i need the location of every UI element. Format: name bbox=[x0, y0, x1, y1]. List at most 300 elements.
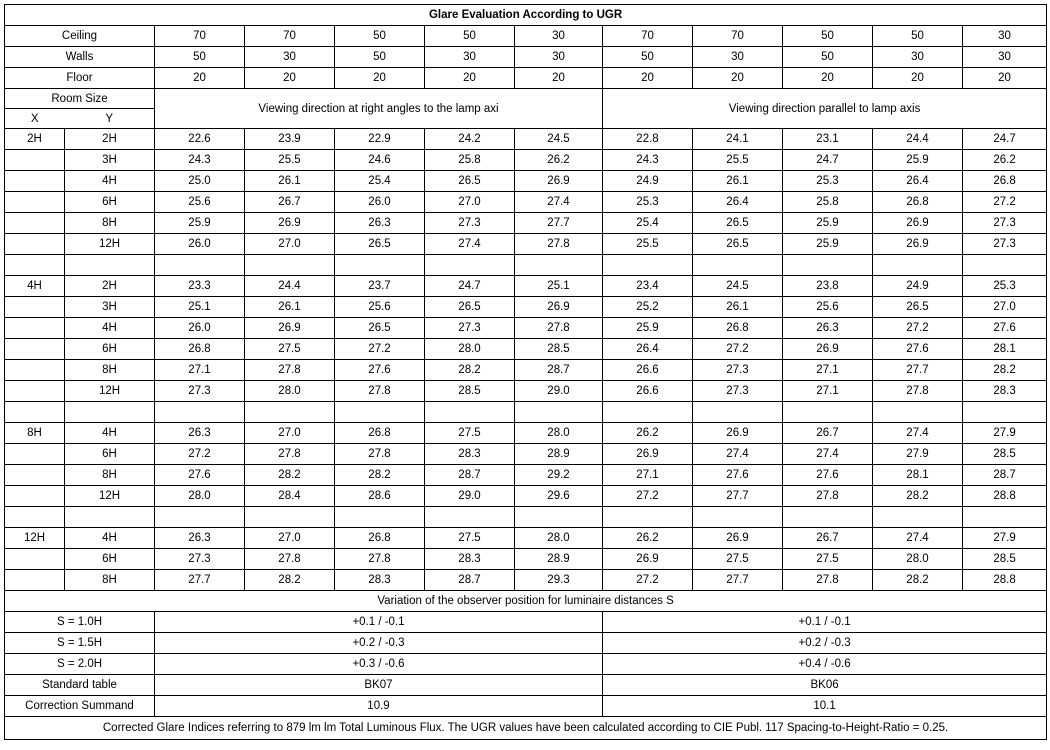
ugr-value: 27.0 bbox=[245, 528, 335, 549]
ugr-value: 26.5 bbox=[693, 234, 783, 255]
y-value: 12H bbox=[65, 234, 155, 255]
ugr-value: 27.0 bbox=[963, 297, 1047, 318]
ugr-value: 28.6 bbox=[335, 486, 425, 507]
ugr-value: 27.7 bbox=[515, 213, 603, 234]
ugr-value: 27.8 bbox=[515, 318, 603, 339]
group-spacer bbox=[5, 507, 1047, 528]
ugr-value: 28.0 bbox=[515, 528, 603, 549]
variation-header-row bbox=[5, 591, 1047, 612]
ugr-value: 23.1 bbox=[783, 129, 873, 150]
reflectance-row-floor bbox=[5, 68, 1047, 89]
ugr-value: 27.0 bbox=[245, 234, 335, 255]
ugr-value: 26.8 bbox=[963, 171, 1047, 192]
ceiling-value: 30 bbox=[963, 26, 1047, 47]
ugr-value: 27.8 bbox=[335, 549, 425, 570]
ugr-value: 27.1 bbox=[783, 381, 873, 402]
ugr-value: 27.3 bbox=[693, 381, 783, 402]
data-row bbox=[5, 234, 1047, 255]
ugr-value: 26.8 bbox=[335, 528, 425, 549]
data-row bbox=[5, 444, 1047, 465]
walls-value: 50 bbox=[155, 47, 245, 68]
ugr-value: 26.3 bbox=[155, 423, 245, 444]
x-value: 4H bbox=[5, 276, 65, 297]
ugr-value: 25.3 bbox=[603, 192, 693, 213]
ugr-value: 28.7 bbox=[515, 360, 603, 381]
x-value: 2H bbox=[5, 129, 65, 150]
ugr-value: 26.8 bbox=[693, 318, 783, 339]
ugr-value: 24.2 bbox=[425, 129, 515, 150]
ugr-value: 26.2 bbox=[603, 528, 693, 549]
correction-summand-left: 10.9 bbox=[155, 696, 603, 717]
ugr-value: 27.3 bbox=[963, 234, 1047, 255]
data-row bbox=[5, 129, 1047, 150]
floor-value: 20 bbox=[245, 68, 335, 89]
ugr-value: 22.9 bbox=[335, 129, 425, 150]
footer-note: Corrected Glare Indices referring to 879 lm lm Total Luminous Flux. The UGR values have been calculated according to CIE Publ. 117 Spacing-to-Height-Ratio = 0.25. bbox=[5, 717, 1047, 740]
ugr-value: 23.8 bbox=[783, 276, 873, 297]
variation-right-value: +0.1 / -0.1 bbox=[603, 612, 1047, 633]
variation-row bbox=[5, 654, 1047, 675]
ugr-value: 23.4 bbox=[603, 276, 693, 297]
ugr-value: 24.7 bbox=[783, 150, 873, 171]
ugr-value: 26.0 bbox=[155, 318, 245, 339]
ugr-value: 28.3 bbox=[425, 549, 515, 570]
ugr-value: 28.8 bbox=[963, 486, 1047, 507]
data-row bbox=[5, 423, 1047, 444]
ugr-value: 27.1 bbox=[603, 465, 693, 486]
ugr-value: 27.5 bbox=[245, 339, 335, 360]
ugr-value: 27.6 bbox=[963, 318, 1047, 339]
ugr-value: 28.2 bbox=[873, 486, 963, 507]
ugr-value: 26.9 bbox=[783, 339, 873, 360]
page-title: Glare Evaluation According to UGR bbox=[5, 5, 1047, 26]
ugr-value: 28.0 bbox=[515, 423, 603, 444]
y-value: 8H bbox=[65, 570, 155, 591]
ugr-value: 29.0 bbox=[425, 486, 515, 507]
ugr-value: 28.7 bbox=[963, 465, 1047, 486]
ugr-value: 27.4 bbox=[425, 234, 515, 255]
ugr-value: 25.0 bbox=[155, 171, 245, 192]
data-row bbox=[5, 150, 1047, 171]
ugr-value: 27.5 bbox=[693, 549, 783, 570]
ugr-value: 28.2 bbox=[335, 465, 425, 486]
data-row bbox=[5, 381, 1047, 402]
ugr-value: 27.9 bbox=[963, 528, 1047, 549]
ugr-value: 26.2 bbox=[515, 150, 603, 171]
data-row bbox=[5, 213, 1047, 234]
ugr-value: 26.4 bbox=[603, 339, 693, 360]
ugr-value: 27.9 bbox=[873, 444, 963, 465]
y-value: 3H bbox=[65, 150, 155, 171]
row-label-walls: Walls bbox=[5, 47, 155, 68]
ugr-value: 26.0 bbox=[335, 192, 425, 213]
ugr-value: 26.9 bbox=[515, 171, 603, 192]
ugr-value: 28.2 bbox=[425, 360, 515, 381]
title-row bbox=[5, 5, 1047, 26]
floor-value: 20 bbox=[783, 68, 873, 89]
data-row bbox=[5, 297, 1047, 318]
ugr-value: 26.1 bbox=[245, 297, 335, 318]
ugr-value: 28.3 bbox=[425, 444, 515, 465]
group-spacer bbox=[5, 255, 1047, 276]
y-value: 4H bbox=[65, 171, 155, 192]
y-value: 8H bbox=[65, 465, 155, 486]
ugr-value: 25.2 bbox=[603, 297, 693, 318]
ugr-value: 25.1 bbox=[155, 297, 245, 318]
ugr-value: 27.3 bbox=[155, 381, 245, 402]
data-row bbox=[5, 528, 1047, 549]
standard-table-right: BK06 bbox=[603, 675, 1047, 696]
ugr-value: 24.7 bbox=[425, 276, 515, 297]
y-value: 6H bbox=[65, 444, 155, 465]
ugr-value: 26.3 bbox=[335, 213, 425, 234]
ugr-value: 24.3 bbox=[603, 150, 693, 171]
y-value: 2H bbox=[65, 276, 155, 297]
row-label-ceiling: Ceiling bbox=[5, 26, 155, 47]
ugr-value: 26.9 bbox=[693, 528, 783, 549]
ugr-value: 24.5 bbox=[693, 276, 783, 297]
ugr-value: 24.3 bbox=[155, 150, 245, 171]
ugr-value: 28.0 bbox=[873, 549, 963, 570]
ceiling-value: 50 bbox=[783, 26, 873, 47]
ugr-value: 25.5 bbox=[693, 150, 783, 171]
group-spacer bbox=[5, 402, 1047, 423]
floor-value: 20 bbox=[335, 68, 425, 89]
y-value: 6H bbox=[65, 549, 155, 570]
ugr-value: 26.5 bbox=[335, 234, 425, 255]
ugr-value: 25.6 bbox=[155, 192, 245, 213]
ugr-value: 22.6 bbox=[155, 129, 245, 150]
ugr-value: 26.9 bbox=[603, 549, 693, 570]
ugr-value: 27.3 bbox=[425, 213, 515, 234]
reflectance-row-walls bbox=[5, 47, 1047, 68]
walls-value: 30 bbox=[515, 47, 603, 68]
ugr-value: 26.3 bbox=[783, 318, 873, 339]
ugr-value: 26.5 bbox=[335, 318, 425, 339]
ugr-value: 27.8 bbox=[245, 444, 335, 465]
ugr-value: 27.8 bbox=[783, 486, 873, 507]
ugr-value: 27.2 bbox=[603, 486, 693, 507]
ugr-value: 26.7 bbox=[245, 192, 335, 213]
ugr-value: 27.2 bbox=[155, 444, 245, 465]
standard-table-label: Standard table bbox=[5, 675, 155, 696]
ugr-value: 29.3 bbox=[515, 570, 603, 591]
y-header: Y bbox=[65, 109, 155, 129]
ugr-value: 29.2 bbox=[515, 465, 603, 486]
ugr-value: 28.7 bbox=[425, 465, 515, 486]
ugr-value: 28.4 bbox=[245, 486, 335, 507]
ugr-value: 26.9 bbox=[873, 213, 963, 234]
floor-value: 20 bbox=[963, 68, 1047, 89]
correction-summand-right: 10.1 bbox=[603, 696, 1047, 717]
ceiling-value: 50 bbox=[425, 26, 515, 47]
ugr-value: 26.5 bbox=[425, 297, 515, 318]
ugr-value: 27.8 bbox=[245, 549, 335, 570]
ugr-value: 28.9 bbox=[515, 444, 603, 465]
walls-value: 30 bbox=[693, 47, 783, 68]
ugr-value: 27.0 bbox=[245, 423, 335, 444]
y-value: 6H bbox=[65, 339, 155, 360]
ugr-value: 28.9 bbox=[515, 549, 603, 570]
ugr-value: 27.7 bbox=[693, 570, 783, 591]
ugr-value: 26.9 bbox=[873, 234, 963, 255]
ugr-value: 25.6 bbox=[335, 297, 425, 318]
data-row bbox=[5, 339, 1047, 360]
ugr-value: 25.9 bbox=[155, 213, 245, 234]
ugr-value: 25.6 bbox=[783, 297, 873, 318]
ugr-value: 26.8 bbox=[155, 339, 245, 360]
ugr-value: 28.0 bbox=[155, 486, 245, 507]
variation-label: S = 2.0H bbox=[5, 654, 155, 675]
data-row bbox=[5, 192, 1047, 213]
correction-summand-label: Correction Summand bbox=[5, 696, 155, 717]
ugr-value: 27.2 bbox=[603, 570, 693, 591]
footer-row bbox=[5, 717, 1047, 740]
ugr-table bbox=[4, 4, 1047, 740]
ugr-value: 28.5 bbox=[963, 444, 1047, 465]
ugr-value: 25.4 bbox=[603, 213, 693, 234]
ugr-value: 27.4 bbox=[783, 444, 873, 465]
variation-right-value: +0.2 / -0.3 bbox=[603, 633, 1047, 654]
ugr-value: 25.3 bbox=[783, 171, 873, 192]
ugr-value: 24.4 bbox=[245, 276, 335, 297]
ugr-value: 28.5 bbox=[515, 339, 603, 360]
ugr-value: 25.5 bbox=[245, 150, 335, 171]
floor-value: 20 bbox=[155, 68, 245, 89]
ceiling-value: 70 bbox=[155, 26, 245, 47]
data-row bbox=[5, 486, 1047, 507]
ugr-value: 28.2 bbox=[245, 570, 335, 591]
walls-value: 30 bbox=[425, 47, 515, 68]
ugr-value: 27.1 bbox=[155, 360, 245, 381]
ugr-value: 27.6 bbox=[873, 339, 963, 360]
ugr-value: 25.8 bbox=[783, 192, 873, 213]
data-row bbox=[5, 318, 1047, 339]
ugr-value: 29.6 bbox=[515, 486, 603, 507]
ugr-value: 26.8 bbox=[335, 423, 425, 444]
variation-right-value: +0.4 / -0.6 bbox=[603, 654, 1047, 675]
ugr-value: 25.9 bbox=[783, 213, 873, 234]
data-row bbox=[5, 276, 1047, 297]
ugr-value: 26.6 bbox=[603, 360, 693, 381]
variation-row bbox=[5, 612, 1047, 633]
ugr-value: 24.4 bbox=[873, 129, 963, 150]
y-value: 3H bbox=[65, 297, 155, 318]
x-header: X bbox=[5, 109, 65, 129]
standard-table-left: BK07 bbox=[155, 675, 603, 696]
ugr-value: 25.9 bbox=[783, 234, 873, 255]
ugr-value: 24.9 bbox=[603, 171, 693, 192]
variation-label: S = 1.0H bbox=[5, 612, 155, 633]
ugr-value: 25.9 bbox=[603, 318, 693, 339]
ugr-value: 27.5 bbox=[783, 549, 873, 570]
ugr-value: 28.1 bbox=[873, 465, 963, 486]
variation-left-value: +0.1 / -0.1 bbox=[155, 612, 603, 633]
ugr-value: 28.3 bbox=[963, 381, 1047, 402]
ugr-value: 25.3 bbox=[963, 276, 1047, 297]
ugr-value: 27.4 bbox=[693, 444, 783, 465]
ugr-value: 24.6 bbox=[335, 150, 425, 171]
ugr-value: 26.9 bbox=[515, 297, 603, 318]
ugr-value: 28.2 bbox=[873, 570, 963, 591]
ugr-value: 28.5 bbox=[425, 381, 515, 402]
x-value: 12H bbox=[5, 528, 65, 549]
y-value: 8H bbox=[65, 360, 155, 381]
ugr-value: 26.6 bbox=[603, 381, 693, 402]
ugr-value: 26.9 bbox=[603, 444, 693, 465]
ugr-value: 27.2 bbox=[335, 339, 425, 360]
y-value: 12H bbox=[65, 381, 155, 402]
ugr-value: 28.2 bbox=[245, 465, 335, 486]
data-row bbox=[5, 570, 1047, 591]
floor-value: 20 bbox=[603, 68, 693, 89]
ceiling-value: 70 bbox=[693, 26, 783, 47]
ugr-value: 27.2 bbox=[693, 339, 783, 360]
ceiling-value: 50 bbox=[873, 26, 963, 47]
ugr-value: 26.4 bbox=[873, 171, 963, 192]
ugr-value: 27.3 bbox=[425, 318, 515, 339]
variation-left-value: +0.3 / -0.6 bbox=[155, 654, 603, 675]
ugr-value: 26.1 bbox=[693, 297, 783, 318]
ugr-value: 25.9 bbox=[873, 150, 963, 171]
x-value: 8H bbox=[5, 423, 65, 444]
floor-value: 20 bbox=[515, 68, 603, 89]
ugr-value: 27.8 bbox=[245, 360, 335, 381]
ugr-value: 24.9 bbox=[873, 276, 963, 297]
ugr-value: 25.8 bbox=[425, 150, 515, 171]
ugr-value: 28.3 bbox=[335, 570, 425, 591]
ugr-value: 26.4 bbox=[693, 192, 783, 213]
left-group-header: Viewing direction at right angles to the lamp axi bbox=[155, 89, 603, 129]
ugr-value: 26.9 bbox=[245, 318, 335, 339]
row-label-floor: Floor bbox=[5, 68, 155, 89]
ceiling-value: 70 bbox=[603, 26, 693, 47]
y-value: 4H bbox=[65, 528, 155, 549]
ugr-value: 27.5 bbox=[425, 528, 515, 549]
ugr-value: 29.0 bbox=[515, 381, 603, 402]
ugr-value: 26.8 bbox=[873, 192, 963, 213]
floor-value: 20 bbox=[425, 68, 515, 89]
reflectance-row-ceiling bbox=[5, 26, 1047, 47]
ugr-value: 27.4 bbox=[873, 528, 963, 549]
ugr-value: 26.5 bbox=[693, 213, 783, 234]
correction-summand-row bbox=[5, 696, 1047, 717]
ugr-value: 28.7 bbox=[425, 570, 515, 591]
ugr-value: 28.8 bbox=[963, 570, 1047, 591]
y-value: 6H bbox=[65, 192, 155, 213]
y-value: 8H bbox=[65, 213, 155, 234]
ugr-value: 26.9 bbox=[245, 213, 335, 234]
ugr-value: 27.3 bbox=[155, 549, 245, 570]
ceiling-value: 70 bbox=[245, 26, 335, 47]
ugr-value: 26.5 bbox=[425, 171, 515, 192]
ugr-value: 26.1 bbox=[245, 171, 335, 192]
ugr-value: 27.3 bbox=[963, 213, 1047, 234]
variation-header: Variation of the observer position for luminaire distances S bbox=[5, 591, 1047, 612]
data-row bbox=[5, 171, 1047, 192]
ugr-value: 27.0 bbox=[425, 192, 515, 213]
walls-value: 30 bbox=[245, 47, 335, 68]
data-row bbox=[5, 465, 1047, 486]
ugr-value: 27.8 bbox=[515, 234, 603, 255]
ugr-value: 27.8 bbox=[783, 570, 873, 591]
ugr-value: 26.5 bbox=[873, 297, 963, 318]
group-header-row bbox=[5, 89, 1047, 109]
ugr-value: 27.7 bbox=[693, 486, 783, 507]
ugr-value: 26.0 bbox=[155, 234, 245, 255]
ugr-value: 27.6 bbox=[693, 465, 783, 486]
ugr-value: 27.7 bbox=[155, 570, 245, 591]
ugr-value: 26.7 bbox=[783, 423, 873, 444]
right-group-header: Viewing direction parallel to lamp axis bbox=[603, 89, 1047, 129]
standard-table-row bbox=[5, 675, 1047, 696]
ugr-value: 25.4 bbox=[335, 171, 425, 192]
y-value: 4H bbox=[65, 318, 155, 339]
ugr-value: 27.4 bbox=[873, 423, 963, 444]
ugr-value: 28.0 bbox=[245, 381, 335, 402]
floor-value: 20 bbox=[873, 68, 963, 89]
ceiling-value: 30 bbox=[515, 26, 603, 47]
data-row bbox=[5, 549, 1047, 570]
ugr-value: 27.7 bbox=[873, 360, 963, 381]
data-row bbox=[5, 360, 1047, 381]
ugr-value: 25.5 bbox=[603, 234, 693, 255]
ugr-value: 27.2 bbox=[963, 192, 1047, 213]
ugr-value: 27.5 bbox=[425, 423, 515, 444]
ugr-value: 27.3 bbox=[693, 360, 783, 381]
walls-value: 50 bbox=[783, 47, 873, 68]
room-size-label: Room Size bbox=[5, 89, 155, 109]
ugr-value: 23.9 bbox=[245, 129, 335, 150]
variation-label: S = 1.5H bbox=[5, 633, 155, 654]
walls-value: 50 bbox=[603, 47, 693, 68]
y-value: 12H bbox=[65, 486, 155, 507]
ugr-value: 27.8 bbox=[873, 381, 963, 402]
ugr-value: 24.7 bbox=[963, 129, 1047, 150]
ugr-value: 26.2 bbox=[603, 423, 693, 444]
floor-value: 20 bbox=[693, 68, 783, 89]
ugr-value: 27.2 bbox=[873, 318, 963, 339]
ugr-value: 27.4 bbox=[515, 192, 603, 213]
ugr-value: 27.9 bbox=[963, 423, 1047, 444]
ugr-value: 26.2 bbox=[963, 150, 1047, 171]
variation-row bbox=[5, 633, 1047, 654]
ugr-value: 28.2 bbox=[963, 360, 1047, 381]
ugr-value: 27.1 bbox=[783, 360, 873, 381]
ugr-value: 27.6 bbox=[335, 360, 425, 381]
y-value: 4H bbox=[65, 423, 155, 444]
y-value: 2H bbox=[65, 129, 155, 150]
walls-value: 30 bbox=[963, 47, 1047, 68]
ugr-value: 27.8 bbox=[335, 444, 425, 465]
ugr-value: 23.3 bbox=[155, 276, 245, 297]
ugr-value: 23.7 bbox=[335, 276, 425, 297]
ceiling-value: 50 bbox=[335, 26, 425, 47]
ugr-value: 27.6 bbox=[155, 465, 245, 486]
ugr-value: 22.8 bbox=[603, 129, 693, 150]
variation-left-value: +0.2 / -0.3 bbox=[155, 633, 603, 654]
ugr-value: 26.1 bbox=[693, 171, 783, 192]
ugr-value: 28.5 bbox=[963, 549, 1047, 570]
ugr-value: 24.5 bbox=[515, 129, 603, 150]
ugr-value: 24.1 bbox=[693, 129, 783, 150]
ugr-value: 28.0 bbox=[425, 339, 515, 360]
ugr-value: 26.9 bbox=[693, 423, 783, 444]
ugr-value: 27.6 bbox=[783, 465, 873, 486]
ugr-value: 26.3 bbox=[155, 528, 245, 549]
ugr-value: 27.8 bbox=[335, 381, 425, 402]
ugr-value: 26.7 bbox=[783, 528, 873, 549]
